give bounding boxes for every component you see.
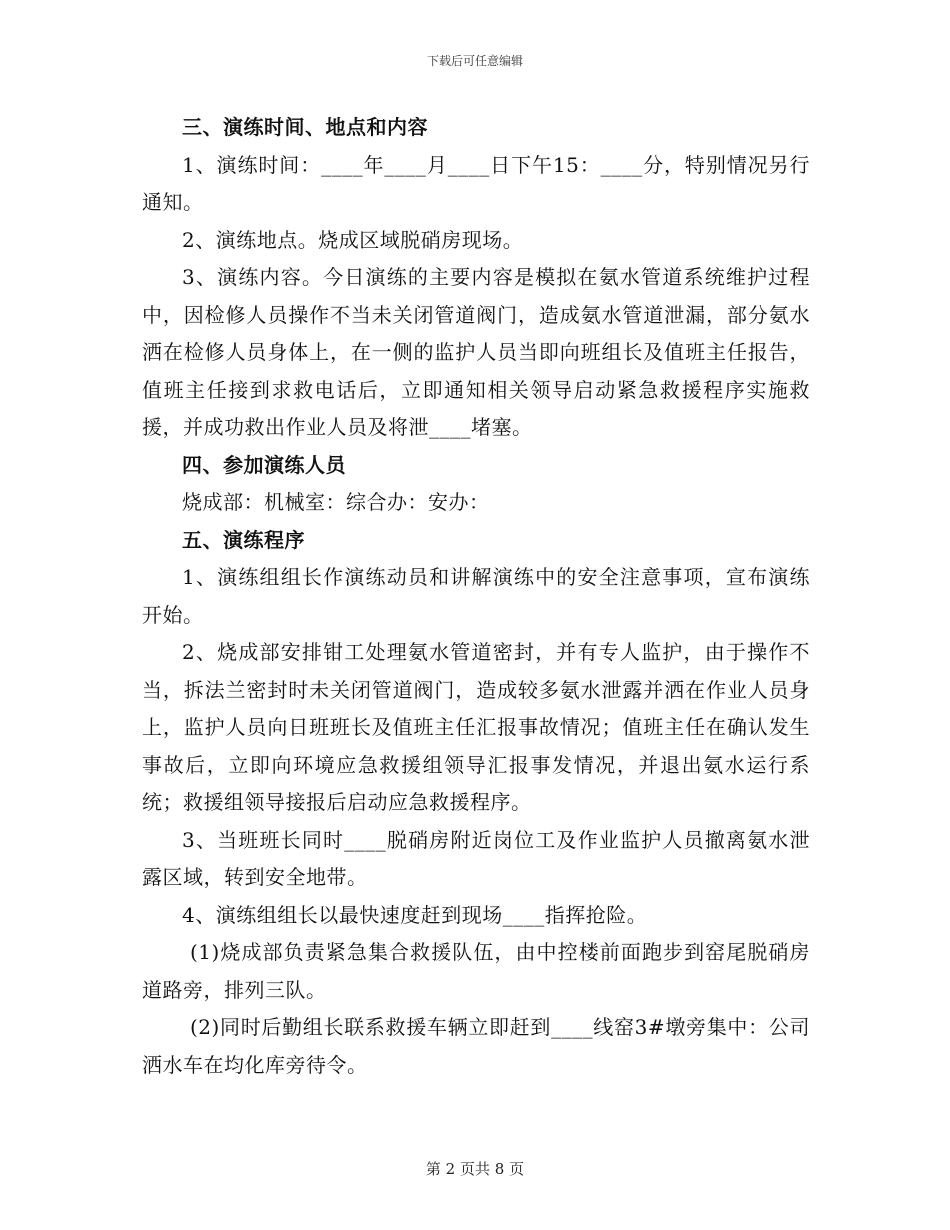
section-5-subitem-2: (2)同时后勤组长联系救援车辆立即赶到____线窑3#墩旁集中：公司洒水车在均化库旁待令。	[142, 1015, 810, 1077]
section-5-heading: 五、演练程序	[182, 527, 305, 552]
section-5-paragraph-4: 4、演练组组长以最快速度赶到现场____指挥抢险。	[182, 902, 648, 927]
page-header: 下载后可任意编辑	[426, 54, 523, 68]
section-5-subitem-1: (1)烧成部负责紧急集合救援队伍，由中控楼前面跑步到窑尾脱硝房道路旁，排列三队。	[142, 940, 810, 1002]
section-3-paragraph-1: 1、演练时间：____年____月____日下午15：____分，特别情况另行通知。	[142, 152, 810, 214]
document-body	[142, 109, 810, 1084]
section-5-paragraph-3: 3、当班班长同时____脱硝房附近岗位工及作业监护人员撤离氨水泄露区域，转到安全地带。	[142, 827, 810, 889]
section-5-paragraph-1: 1、演练组组长作演练动员和讲解演练中的安全注意事项，宣布演练开始。	[142, 565, 810, 627]
section-3-paragraph-3: 3、演练内容。今日演练的主要内容是模拟在氨水管道系统维护过程中，因检修人员操作不当未关闭管道阀门，造成氨水管道泄漏，部分氨水洒在检修人员身体上，在一侧的监护人员当即向班组长及值班主任报告，值班主任接到求救电话后，立即通知相关领导启动紧急救援程序实施救援，并成功救出作业人员及将泄____堵塞。	[142, 265, 810, 439]
section-3-heading: 三、演练时间、地点和内容	[182, 115, 428, 139]
section-4-paragraph-1: 烧成部：机械室：综合办：安办：	[182, 490, 490, 514]
page-footer: 第 2 页共 8 页	[425, 1160, 525, 1178]
section-5-paragraph-2: 2、烧成部安排钳工处理氨水管道密封，并有专人监护，由于操作不当，拆法兰密封时未关闭管道阀门，造成较多氨水泄露并洒在作业人员身上，监护人员向日班班长及值班主任汇报事故情况；值班主任在确认发生事故后，立即向环境应急救援组领导汇报事发情况，并退出氨水运行系统；救援组领导接报后启动应急救援程序。	[142, 640, 810, 814]
section-4-heading: 四、参加演练人员	[182, 452, 346, 477]
section-3-paragraph-2: 2、演练地点。烧成区域脱硝房现场。	[182, 227, 524, 252]
